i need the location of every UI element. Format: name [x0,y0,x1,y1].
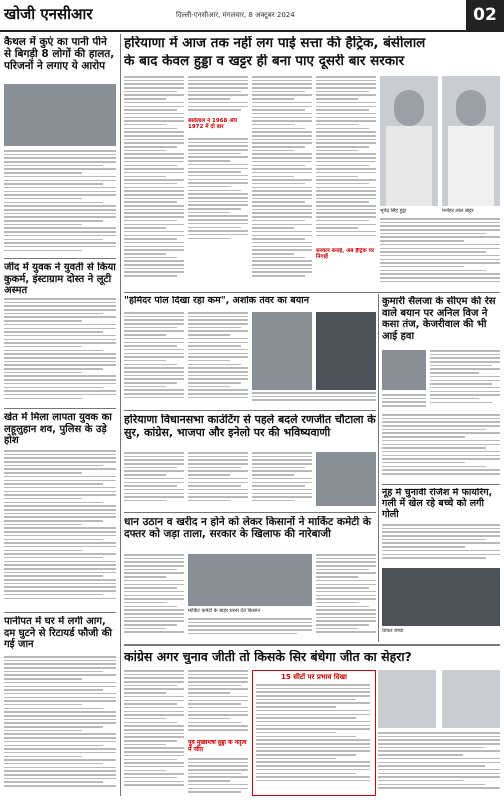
jind-body [4,298,116,406]
farmers-photo-caption: मार्किट कमेटी के बाहर धरना देते किसान [188,608,261,614]
divider [4,258,116,259]
lead-body-col5 [380,218,500,288]
hooda-photo [380,76,438,206]
kaithal-body [4,150,116,256]
khet-body [4,450,116,610]
paddy-body-col1 [124,554,184,640]
brand-name: खोजी एनसीआर [4,5,93,23]
divider [4,612,116,613]
rally-photo-2 [316,312,376,390]
masthead [0,0,504,32]
candidate-photo-1 [378,670,436,728]
divider [124,410,376,411]
rally-caption [252,392,376,404]
kumari-selja-headline: कुमारी सैलजा के सीएम की रेस वाले बयान पर अनिल विज ने कसा तंज, केजरीवाल की भी आई हवा [382,296,496,342]
khattar-photo-caption: मनोहर लाल खट्टर [442,208,474,214]
column-divider [378,412,379,642]
jind-headline: जींद में युवक ने युवती से किया कुकर्म, इंस्टाग्राम दोस्त ने लूटी अस्मत [4,262,116,296]
lead-headline-line2: के बाद केवल हुड्डा व खट्टर ही बना पाए दूसरी बार सरकार [124,54,405,69]
lead-body-col4 [316,76,376,246]
sidebar-box-body [256,684,370,790]
lead-body-col2b [188,138,248,248]
paddy-body-col3 [316,554,376,640]
lead-body-col1 [124,76,184,288]
vij-photo [382,350,426,390]
hooda-photo-caption: भूपेंद्र सिंह हुड्डा [380,208,407,214]
hooda-body-col1 [124,312,184,404]
bottom-headline: कांग्रेस अगर चुनाव जीती तो किसके सिर बंधेगा जीत का सेहरा? [124,650,412,664]
vij-story-body [382,414,500,480]
counting-body-col1 [124,452,184,508]
lead-subhead-1: बंसीलाल ने 1968 और 1972 में दो बार [188,118,238,131]
nuh-photo [382,568,500,626]
column-divider [120,34,121,796]
kaithal-headline: कैथल में कुएं का पानी पीने से बिगड़ी 8 लोगों की हालत, परिजनों ने लगाए ये आरोप [4,36,115,73]
counting-headline: हरियाणा विधानसभा काउंटिंग से पहले बदले रणजीत चौटाला के सुर, कांग्रेस, भाजपा और इनेलो पर की भविष्यवाणी [124,414,376,439]
nuh-body [382,524,500,564]
kumari-selja-body-2 [382,394,426,410]
sidebar-box-title: 15 सीटों पर प्रभाव दिखा [281,673,347,681]
khattar-photo [442,76,500,206]
farmers-photo [188,554,312,606]
column-divider [378,294,379,414]
paddy-body-col2 [188,618,312,640]
nuh-headline: नूंह में चुनावी रंजिश में फायरिंग, गली में खेल रहे बच्चे को लगी गोली [382,488,493,520]
hooda-body-col2 [188,312,248,404]
divider [4,408,116,409]
panipat-body [4,656,116,796]
nuh-photo-caption: घायल बच्चा [382,628,404,634]
lead-headline-line1: हरियाणा में आज तक नहीं लग पाई सत्ता की हैट्रिक, बंसीलाल [124,36,426,51]
bottom-body-col2b [188,758,248,796]
date-line: दिल्ली-एनसीआर, मंगलवार, 8 अक्टूबर 2024 [176,11,295,19]
bottom-body-col2 [188,670,248,736]
lead-body-col3 [252,76,312,288]
lead-body-col2 [188,76,248,116]
bottom-body-col4 [378,732,500,796]
divider [124,644,500,646]
panipat-headline: पानीपत में घर में लगी आग, दम घुटने से रिटायर्ड फौजी की गई जान [4,616,112,650]
kaithal-photo [4,84,116,146]
chautala-photo [316,452,376,506]
bottom-body-col1 [124,670,184,796]
paddy-headline: धान उठान व खरीद न होने को लेकर किसानों ने मार्किट कमेटी के दफ्तर को जड़ा ताला, सरकार के खिलाफ की नारेबाजी [124,516,371,541]
candidate-photo-2 [442,670,500,728]
counting-body-col2 [188,452,248,508]
bottom-pull-quote: पूर्व मुख्यमंत्री हुड्डा के नेतृत्व में जीत [188,740,247,753]
khet-headline: खेत में मिला लापता युवक का लहूलुहान शव, पुलिस के उड़े होश [4,412,112,446]
divider [124,512,376,513]
lead-subhead-2: सरकार बनाई, अब हैट्रिक पर निगाहें [316,248,374,261]
rally-photo-1 [252,312,312,390]
counting-body-col3 [252,452,312,508]
page-number: 02 [466,0,504,30]
hooda-headline: "हमिंदर पोल दिखा रहा कम", अशोक तंवर का बयान [124,296,309,306]
divider [382,484,500,485]
kumari-selja-body [430,350,500,406]
divider [124,292,500,293]
